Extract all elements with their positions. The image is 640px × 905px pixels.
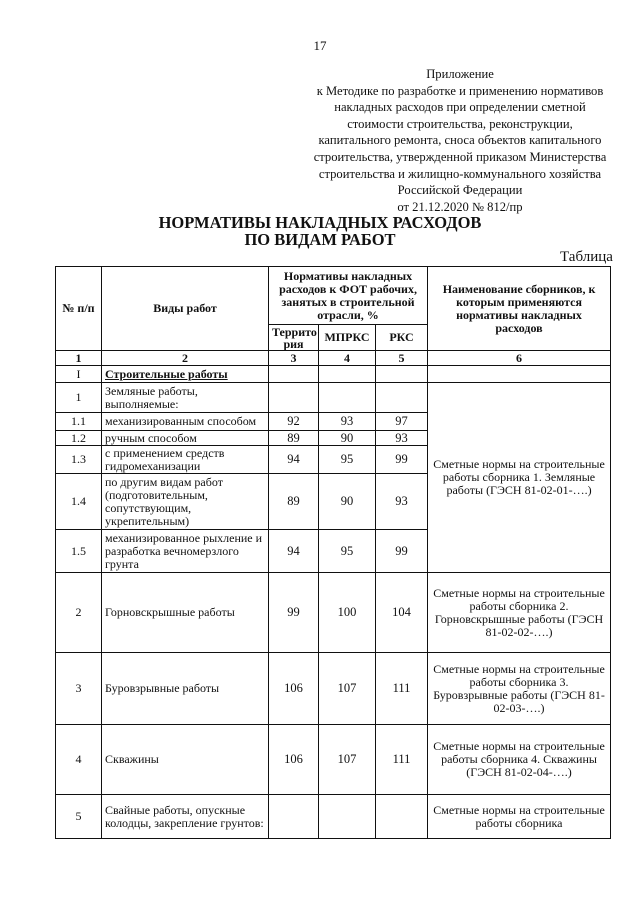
header-row [56, 267, 611, 325]
row-territory: 106 [269, 653, 319, 725]
header-territory: Террито рия [269, 325, 319, 351]
appendix-line: к Методике по разработке и применению нормативов [316, 83, 604, 98]
row-territory: 94 [269, 530, 319, 573]
row-rks: 99 [376, 446, 428, 474]
colnum: 2 [102, 351, 269, 366]
title-line-1: НОРМАТИВЫ НАКЛАДНЫХ РАСХОДОВ [158, 213, 482, 232]
section-num: I [56, 366, 102, 383]
table-row [56, 725, 611, 795]
row-territory: 92 [269, 413, 319, 431]
table-row [56, 573, 611, 653]
appendix-line: накладных расходов при определении сметной [334, 100, 586, 115]
row-kind: Скважины [102, 725, 269, 795]
row-rks: 104 [376, 573, 428, 653]
appendix-line: стоимости строительства, реконструкции, [347, 116, 573, 131]
appendix-line: строительства и жилищно-коммунального хозяйства [318, 166, 602, 181]
row-rks: 111 [376, 653, 428, 725]
title-line-2: ПО ВИДАМ РАБОТ [244, 230, 396, 249]
row-num: 2 [56, 573, 102, 653]
row-mprks: 90 [319, 474, 376, 530]
column-number-row [56, 351, 611, 366]
appendix-line: от 21.12.2020 № 812/пр [397, 199, 523, 214]
row-num: 1 [56, 383, 102, 413]
row-territory: 89 [269, 431, 319, 446]
row-rks: 99 [376, 530, 428, 573]
row-territory: 99 [269, 573, 319, 653]
row-kind: механизированным способом [102, 413, 269, 431]
row-num: 3 [56, 653, 102, 725]
row-mprks: 95 [319, 446, 376, 474]
row-mprks: 107 [319, 653, 376, 725]
table-label: Таблица [560, 249, 613, 265]
colnum: 1 [56, 351, 102, 366]
table-row [56, 795, 611, 839]
row-kind: ручным способом [102, 431, 269, 446]
row-collection: Сметные нормы на строительные работы сборника 4. Скважины (ГЭСН 81-02-04-….) [428, 725, 611, 795]
header-num: № п/п [56, 267, 102, 351]
appendix-line: капитального ремонта, сноса объектов капитального [318, 133, 602, 148]
row-num: 5 [56, 795, 102, 839]
appendix-line: Российской Федерации [397, 183, 523, 198]
row-collection: Сметные нормы на строительные работы сборника 1. Земляные работы (ГЭСН 81-02-01-….) [428, 383, 611, 573]
section-row [56, 366, 611, 383]
header-rks: РКС [376, 325, 428, 351]
row-num: 1.2 [56, 431, 102, 446]
row-kind: механизированное рыхление и разработка вечномерзлого грунта [102, 530, 269, 573]
table-row [56, 383, 611, 413]
row-collection: Сметные нормы на строительные работы сборника [428, 795, 611, 839]
colnum: 4 [319, 351, 376, 366]
row-kind: с применением средств гидромеханизации [102, 446, 269, 474]
row-kind: Буровзрывные работы [102, 653, 269, 725]
row-num: 4 [56, 725, 102, 795]
table-row [56, 653, 611, 725]
section-label: Строительные работы [105, 366, 228, 381]
norms-table [55, 266, 611, 839]
row-mprks: 90 [319, 431, 376, 446]
row-num: 1.5 [56, 530, 102, 573]
row-num: 1.4 [56, 474, 102, 530]
row-collection: Сметные нормы на строительные работы сборника 2. Горновскрышные работы (ГЭСН 81-02-02-….) [428, 573, 611, 653]
row-num: 1.1 [56, 413, 102, 431]
row-territory: 89 [269, 474, 319, 530]
header-collections: Наименование сборников, к которым применяются нормативы накладных расходов [428, 267, 611, 351]
row-territory: 94 [269, 446, 319, 474]
document-title [0, 214, 640, 248]
page-number: 17 [313, 38, 327, 53]
row-rks: 93 [376, 474, 428, 530]
colnum: 6 [428, 351, 611, 366]
row-mprks: 93 [319, 413, 376, 431]
row-kind: Горновскрышные работы [102, 573, 269, 653]
row-mprks: 95 [319, 530, 376, 573]
header-kind: Виды работ [102, 267, 269, 351]
appendix-line: строительства, утвержденной приказом Министерства [313, 149, 607, 164]
row-territory: 106 [269, 725, 319, 795]
row-kind: по другим видам работ (подготовительным, сопутствующим, укрепительным) [102, 474, 269, 530]
row-kind: Свайные работы, опускные колодцы, закрепление грунтов: [102, 795, 269, 839]
row-mprks: 107 [319, 725, 376, 795]
appendix-header [300, 66, 620, 215]
row-num: 1.3 [56, 446, 102, 474]
row-rks: 111 [376, 725, 428, 795]
colnum: 5 [376, 351, 428, 366]
row-mprks: 100 [319, 573, 376, 653]
row-rks: 97 [376, 413, 428, 431]
colnum: 3 [269, 351, 319, 366]
row-rks: 93 [376, 431, 428, 446]
row-kind: Земляные работы, выполняемые: [102, 383, 269, 413]
header-mprks: МПРКС [319, 325, 376, 351]
appendix-line: Приложение [426, 67, 494, 81]
header-norms: Нормативы накладных расходов к ФОТ рабочих, занятых в строительной отрасли, % [269, 267, 428, 325]
row-collection: Сметные нормы на строительные работы сборника 3. Буровзрывные работы (ГЭСН 81-02-03-….) [428, 653, 611, 725]
